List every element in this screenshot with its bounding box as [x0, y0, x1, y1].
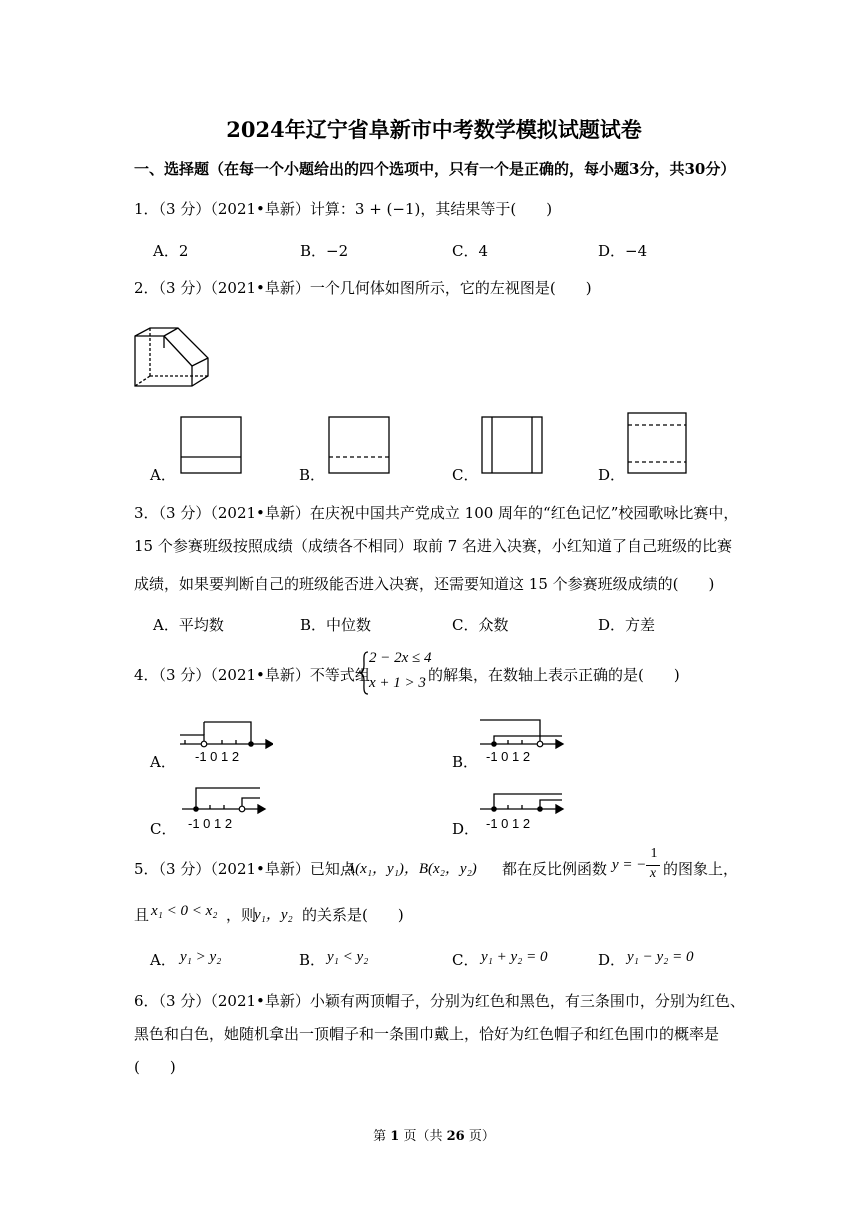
q5-mid: 都在反比例函数: [502, 860, 608, 878]
q6-line-2: 黑色和白色，她随机拿出一顶帽子和一条围巾戴上，恰好为红色帽子和红色围巾的概率是: [134, 1025, 720, 1043]
page-title: 2024年辽宁省阜新市中考数学模拟试题试卷: [226, 117, 642, 142]
q5-prefix: 5．（3 分）（2021•阜新）已知点: [134, 860, 355, 878]
q2-figure-b: [328, 416, 390, 474]
q5-suffix: 的图象上，: [663, 860, 739, 878]
q4-option-d: D．: [452, 820, 480, 838]
q4-axis-labels-d: -1 0 1 2: [486, 816, 531, 831]
q4-number-line-d: [478, 786, 566, 832]
q2-option-d: D．: [598, 466, 626, 484]
q1-option-a: A．2: [153, 242, 189, 260]
q5-condition: x₁ < 0 < x₂: [151, 903, 218, 919]
footer-page-number: 1: [390, 1129, 400, 1144]
q2-solid-figure: [128, 318, 218, 392]
page-footer: [0, 1125, 868, 1144]
q5-option-a-math: y₁ > y₂: [180, 949, 222, 965]
footer-middle: 页（共: [399, 1129, 447, 1144]
q4-suffix: 的解集，在数轴上表示正确的是( ): [428, 666, 680, 684]
q5-points: A(x₁，y₁)，B(x₂，y₂): [346, 861, 477, 877]
q1-option-c: C．4: [452, 242, 489, 260]
q4-axis-labels-a: -1 0 1 2: [195, 749, 240, 764]
q4-number-line-a: [178, 715, 273, 765]
q4-axis-labels-c: -1 0 1 2: [188, 816, 233, 831]
q5-option-d-math: y₁ − y₂ = 0: [627, 949, 694, 965]
q3-option-a: A．平均数: [153, 616, 224, 634]
q2-option-a: A．: [150, 466, 176, 484]
q4-inequality-1: 2 − 2x ≤ 4: [369, 650, 432, 666]
q4-option-b: B．: [452, 753, 479, 771]
q3-line-3: 成绩，如果要判断自己的班级能否进入决赛，还需要知道这 15 个参赛班级成绩的( ): [134, 575, 715, 593]
q2-figure-c: [481, 416, 543, 474]
q5-function-denominator: x: [649, 866, 657, 881]
q4-option-a: A．: [150, 753, 176, 771]
footer-suffix: 页）: [464, 1129, 495, 1144]
q4-number-line-c: [180, 786, 268, 832]
q3-line-1: 3．（3 分）（2021•阜新）在庆祝中国共产党成立 100 周年的“红色记忆”校园歌咏比赛中，: [134, 504, 739, 522]
q3-option-b: B．中位数: [300, 616, 372, 634]
q1-option-b: B．−2: [300, 242, 349, 260]
q2-option-b: B．: [299, 466, 326, 484]
q5-option-d: D．: [598, 951, 626, 969]
q1-option-d: D．−4: [598, 242, 648, 260]
q5-option-c: C．: [452, 951, 479, 969]
section-heading: 一、选择题（在每一个小题给出的四个选项中，只有一个是正确的，每小题3分，共30分）: [134, 160, 736, 178]
footer-total-pages: 26: [446, 1129, 465, 1144]
q5-vars: y₁，y₂: [254, 907, 293, 923]
q5-option-c-math: y₁ + y₂ = 0: [481, 949, 548, 965]
q3-option-c: C．众数: [452, 616, 509, 634]
q6-line-3: ( ): [134, 1058, 176, 1076]
q4-option-c: C．: [150, 820, 177, 838]
footer-prefix: 第: [373, 1129, 391, 1144]
q5-line2-prefix: 且: [134, 906, 150, 924]
q4-prefix: 4．（3 分）（2021•阜新）不等式组: [134, 666, 370, 684]
q3-option-d: D．方差: [598, 616, 656, 634]
q5-function-lhs: y = −: [612, 857, 647, 873]
q2-figure-a: [180, 416, 242, 474]
q5-function-numerator: 1: [650, 846, 658, 861]
q5-line2-suffix: 的关系是( ): [302, 906, 404, 924]
q2-option-c: C．: [452, 466, 479, 484]
q3-line-2: 15 个参赛班级按照成绩（成绩各不相同）取前 7 名进入决赛，小红知道了自己班级的比赛: [134, 537, 732, 555]
q4-axis-labels-b: -1 0 1 2: [486, 749, 531, 764]
q5-line2-mid: ，则: [226, 906, 257, 924]
q2-figure-d: [627, 412, 689, 474]
q4-inequality-2: x + 1 > 3: [369, 675, 426, 691]
q1-stem: 1．（3 分）（2021•阜新）计算：3 + (−1)，其结果等于( ): [134, 200, 553, 218]
q5-option-b-math: y₁ < y₂: [327, 949, 369, 965]
q5-option-a: A．: [150, 951, 176, 969]
q4-number-line-b: [478, 715, 566, 765]
q2-stem: 2．（3 分）（2021•阜新）一个几何体如图所示，它的左视图是( ): [134, 279, 592, 297]
q5-option-b: B．: [299, 951, 326, 969]
q6-line-1: 6．（3 分）（2021•阜新）小颖有两顶帽子，分别为红色和黑色，有三条围巾，分别为红色、: [134, 992, 745, 1010]
